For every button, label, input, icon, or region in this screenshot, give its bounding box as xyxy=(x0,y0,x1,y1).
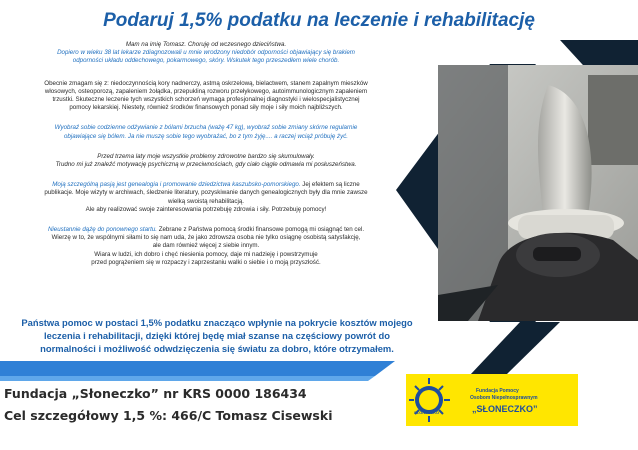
appeal-line: normalności i możliwość odwdzięczenia się światu za dobro, które otrzymałem. xyxy=(40,343,394,354)
footer-bands xyxy=(0,355,400,450)
appeal-line: Państwa pomoc w postaci 1,5% podatku znacząco wpłynie na pokrycie kosztów mojego xyxy=(21,317,413,328)
intro-line: odporności układu oddechowego, pokarmowego, skóry. Wskutek tego przeszedłem wiele chorób. xyxy=(72,57,340,65)
genealogy-line: wielką swoistą rehabilitacją. xyxy=(167,197,244,205)
restart-line: ale dam również więcej z siebie innym. xyxy=(152,242,260,250)
genealogy-line: Ale aby realizować swoje zainteresowania potrzebuję zdrowia i siły. Potrzebuję pomocy! xyxy=(85,205,327,213)
diseases-line: pomocy lekarskiej. Niestety, również środków finansowych ponad siły moje i siły moich najbliższych. xyxy=(69,104,343,112)
logo-line1: Fundacja Pomocy xyxy=(476,388,519,394)
restart-line: Wierzę w to, że wspólnymi siłami to się nam uda, że jako zdrowsza osoba nie tylko osiągnę osobistą satysfakcję, xyxy=(51,234,361,242)
blue-band xyxy=(0,361,395,376)
diseases-line: Obecnie zmagam się z: niedoczynnością kory nadnerczy, astmą oskrzelową, bielactwem, stanem zapalnym mieszków xyxy=(44,79,368,87)
light-band xyxy=(0,376,375,381)
diseases-line: włosowych, osteoporozą, zapaleniem żołądka, przepukliną rozworu przełykowego, autoimmunologicznym zapaleniem xyxy=(44,87,368,95)
motivation-line: Przed trzema laty moje wszystkie problemy zdrowotne bardzo się skumulowały. xyxy=(97,152,315,160)
patient-photo xyxy=(438,65,638,321)
logo-name: „SŁONECZKO” xyxy=(472,404,538,414)
goal-line: Cel szczegółowy 1,5 %: 466/C Tomasz Cisewski xyxy=(4,408,333,423)
foundation-logo xyxy=(406,374,578,426)
restart-lead: Nieustannie dążę do ponownego startu. xyxy=(47,226,157,234)
weight-line: objawiające się bólem. Ja nie muszę sobie tego wyobrażać, bo z tym żyję.... a raczej wciąż próbuję żyć. xyxy=(63,132,349,140)
photo-illustration xyxy=(438,65,638,321)
navy-stripe-bottom xyxy=(470,322,560,375)
intro-line: Dopiero w wieku 38 lat lekarze zdiagnozowali u mnie wrodzony niedobór odporności objawiający się brakiem xyxy=(57,49,355,57)
sun-icon xyxy=(406,374,466,426)
intro-line: Mam na imię Tomasz. Choruję od wczesnego dzieciństwa. xyxy=(125,41,287,48)
genealogy-lead: Moją szczególną pasją jest genealogia i promowanie dziedzictwa kaszubsko-pomorskiego. xyxy=(52,181,301,189)
krs-line: Fundacja „Słoneczko” nr KRS 0000 186434 xyxy=(4,386,307,401)
logo-badge: SŁONECZKO xyxy=(414,410,440,415)
restart-line: Wiara w ludzi, ich dobro i chęć niesienia pomocy, daje mi nadzieję i powstrzymuje xyxy=(94,250,318,258)
restart-line: przed pogrążeniem się w rozpaczy i zaprzestaniu walki o siebie i o moją przyszłość. xyxy=(91,258,321,266)
genealogy-rest: Jej efektem są liczne xyxy=(300,181,360,189)
genealogy-line: publikacje. Moje wizyty w archiwach, śledzenie literatury, pozyskiwanie danych genealogicznych były dla mnie zawsze xyxy=(44,189,368,197)
page-title: Podaruj 1,5% podatku na leczenie i rehabilitację xyxy=(103,10,535,31)
weight-line: Wyobraź sobie codzienne odżywianie z bólami brzucha (ważę 47 kg), wyobraź sobie zmiany skórne regularnie xyxy=(54,124,358,132)
appeal-line: leczenia i rehabilitacji, dzięki której będę miał szanse na częściowy powrót do xyxy=(44,330,390,341)
restart-rest: Zebrane z Państwa pomocą środki finansowe pomogą mi osiągnąć ten cel. xyxy=(156,226,365,234)
diseases-line: trzustki. Skuteczne leczenie tych wszystkich schorzeń wymaga profesjonalnej diagnostyki i wielospecjalistycznej xyxy=(52,96,360,104)
motivation-line: Trudno mi już znaleźć motywację psychiczną w przeciwnościach, gdy ciało ciągle odmawia mi posłuszeństwa. xyxy=(55,161,357,169)
logo-line2: Osobom Niepełnosprawnym xyxy=(470,395,538,401)
